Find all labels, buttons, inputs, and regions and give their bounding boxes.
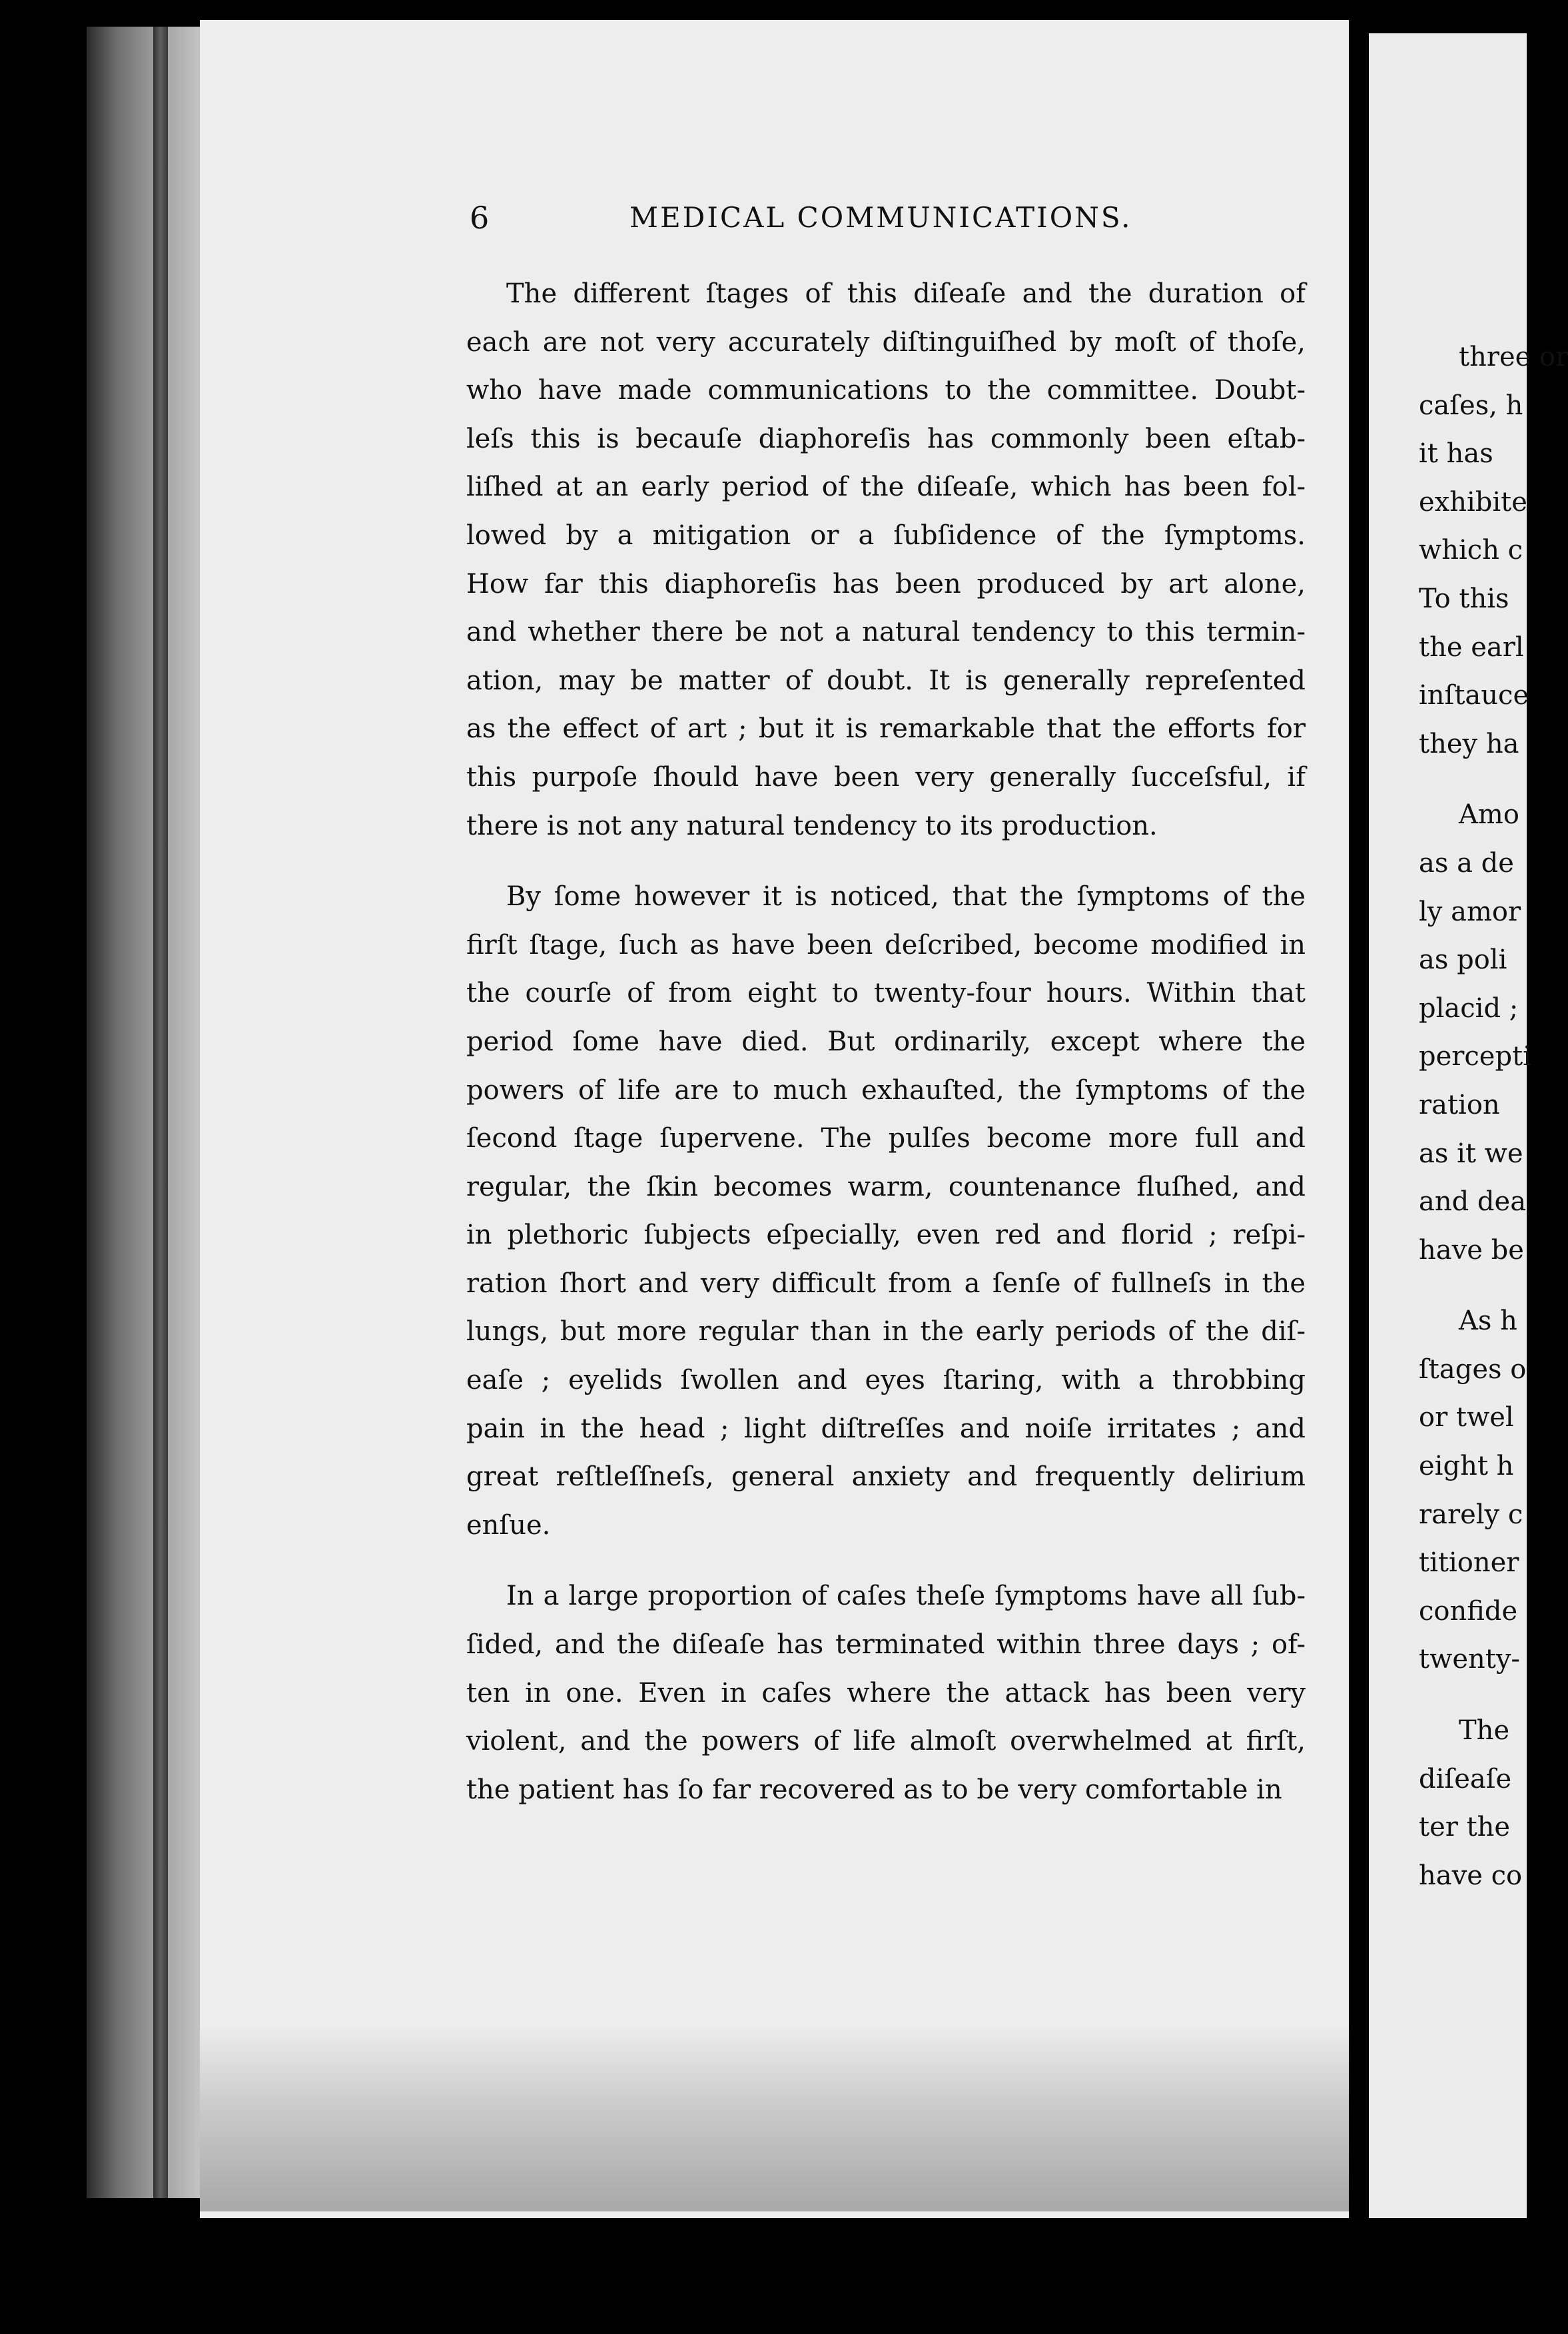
- text-line: How far this diaphoreſis has been produced by art alone,: [466, 568, 1306, 599]
- text-line: ration ſhort and very difficult from a ſenſe of fullneſs in the: [466, 1268, 1306, 1299]
- text-fragment: caſes, h: [1419, 390, 1523, 421]
- text-line: who have made communications to the committee. Doubt-: [466, 375, 1306, 406]
- text-line: in plethoric ſubjects eſpecially, even red and florid ; reſpi-: [466, 1220, 1306, 1251]
- text-fragment: or twel: [1419, 1402, 1514, 1433]
- text-fragment: ter the: [1419, 1812, 1511, 1843]
- text-line: period ſome have died. But ordinarily, except where the: [466, 1026, 1306, 1057]
- text-fragment: confide: [1419, 1595, 1518, 1627]
- text-line: each are not very accurately diſtinguiſhed by moſt of thoſe,: [466, 326, 1306, 358]
- text-fragment: it has: [1419, 438, 1493, 470]
- paragraph-gap: [1419, 1274, 1525, 1297]
- text-fragment: rarely c: [1419, 1499, 1523, 1530]
- paragraph: [466, 1572, 1306, 1814]
- text-fragment: diſeaſe: [1419, 1763, 1512, 1794]
- text-line: firſt ſtage, ſuch as have been deſcribed, become modified in: [466, 929, 1306, 961]
- text-fragment: as a de: [1419, 847, 1514, 879]
- text-fragment: as it we: [1419, 1138, 1523, 1169]
- text-fragment: exhibite: [1419, 486, 1527, 518]
- text-line: lowed by a mitigation or a ſubſidence of the ſymptoms.: [466, 520, 1306, 551]
- text-fragment: ly amor: [1419, 896, 1521, 927]
- gutter: [1349, 0, 1369, 2334]
- text-fragment: titioner: [1419, 1547, 1519, 1579]
- text-fragment: which c: [1419, 535, 1523, 566]
- text-line: In a large proportion of caſes theſe ſymptoms have all ſub-: [506, 1581, 1306, 1612]
- text-line: pain in the head ; light diſtreſſes and noiſe irritates ; and: [466, 1413, 1306, 1444]
- text-fragment: three or: [1459, 342, 1568, 372]
- text-fragment: eight h: [1419, 1451, 1514, 1482]
- text-line: and whether there be not a natural tendency to this termin-: [466, 617, 1306, 648]
- text-line: powers of life are to much exhauſted, the ſymptoms of the: [466, 1074, 1306, 1106]
- text-line: The different ſtages of this diſeaſe and the duration of: [506, 278, 1306, 309]
- paragraph-gap: [466, 850, 1306, 873]
- running-head: [470, 195, 1329, 241]
- text-line: violent, and the powers of life almoſt overwhelmed at firſt,: [466, 1726, 1306, 1757]
- text-fragment: they ha: [1419, 728, 1519, 759]
- text-fragment: the earl: [1419, 631, 1524, 663]
- text-line: there is not any natural tendency to its production.: [466, 810, 1158, 841]
- text-fragment: have be: [1419, 1234, 1524, 1266]
- text-line: regular, the ſkin becomes warm, countenance fluſhed, and: [466, 1171, 1306, 1202]
- text-fragment: The: [1459, 1715, 1510, 1747]
- text-fragment: and dea: [1419, 1186, 1527, 1218]
- text-line: ſecond ſtage ſupervene. The pulſes become more full and: [466, 1123, 1306, 1154]
- right-page-text-fragments: [1419, 333, 1568, 1900]
- paragraph: [466, 873, 1306, 1549]
- text-fragment: ſtages o: [1419, 1354, 1527, 1385]
- text-fragment: placid ;: [1419, 992, 1519, 1024]
- binding-shadow: [153, 27, 168, 2198]
- text-fragment: twenty-: [1419, 1644, 1520, 1675]
- text-line: the patient has ſo far recovered as to be very comfortable in: [466, 1774, 1282, 1805]
- page-title: MEDICAL COMMUNICATIONS.: [629, 201, 1132, 234]
- right-page-partial: [1369, 33, 1568, 2218]
- text-fragment: Amo: [1459, 799, 1519, 831]
- text-line: liſhed at an early period of the diſeaſe, which has been fol-: [466, 472, 1306, 503]
- paragraph: [466, 270, 1306, 850]
- text-line: leſs this is becauſe diaphoreſis has commonly been eſtab-: [466, 423, 1306, 454]
- text-line: this purpoſe ſhould have been very generally ſucceſsful, if: [466, 761, 1306, 793]
- text-line: eaſe ; eyelids ſwollen and eyes ſtaring, with a throbbing: [466, 1365, 1306, 1396]
- paragraph-gap: [1419, 1684, 1525, 1707]
- paragraph-gap: [1419, 768, 1525, 791]
- text-line: as the effect of art ; but it is remarkable that the efforts for: [466, 713, 1306, 745]
- text-line: lungs, but more regular than in the early periods of the diſ-: [466, 1316, 1306, 1348]
- body-text: [466, 270, 1306, 1814]
- text-line: By ſome however it is noticed, that the ſymptoms of the: [506, 881, 1306, 913]
- text-line: great reſtleſſneſs, general anxiety and frequently delirium: [466, 1461, 1306, 1493]
- text-line: ation, may be matter of doubt. It is generally repreſented: [466, 665, 1306, 696]
- left-page-edge: [87, 27, 206, 2198]
- page-number: 6: [470, 200, 490, 236]
- text-line: enſue.: [466, 1509, 551, 1541]
- paragraph-gap: [466, 1549, 1306, 1572]
- page-bottom-shadow: [200, 2025, 1359, 2211]
- text-fragment: as poli: [1419, 945, 1507, 976]
- text-fragment: As h: [1459, 1306, 1517, 1337]
- text-fragment: To this: [1419, 583, 1509, 614]
- text-line: ten in one. Even in caſes where the attack has been very: [466, 1677, 1306, 1709]
- text-line: the courſe of from eight to twenty-four hours. Within that: [466, 978, 1306, 1009]
- text-fragment: percepti: [1419, 1041, 1531, 1072]
- text-fragment: inſtauce: [1419, 680, 1529, 711]
- text-line: ſided, and the diſeaſe has terminated within three days ; of-: [466, 1629, 1306, 1661]
- text-fragment: ration: [1419, 1089, 1500, 1120]
- text-fragment: have co: [1419, 1860, 1523, 1891]
